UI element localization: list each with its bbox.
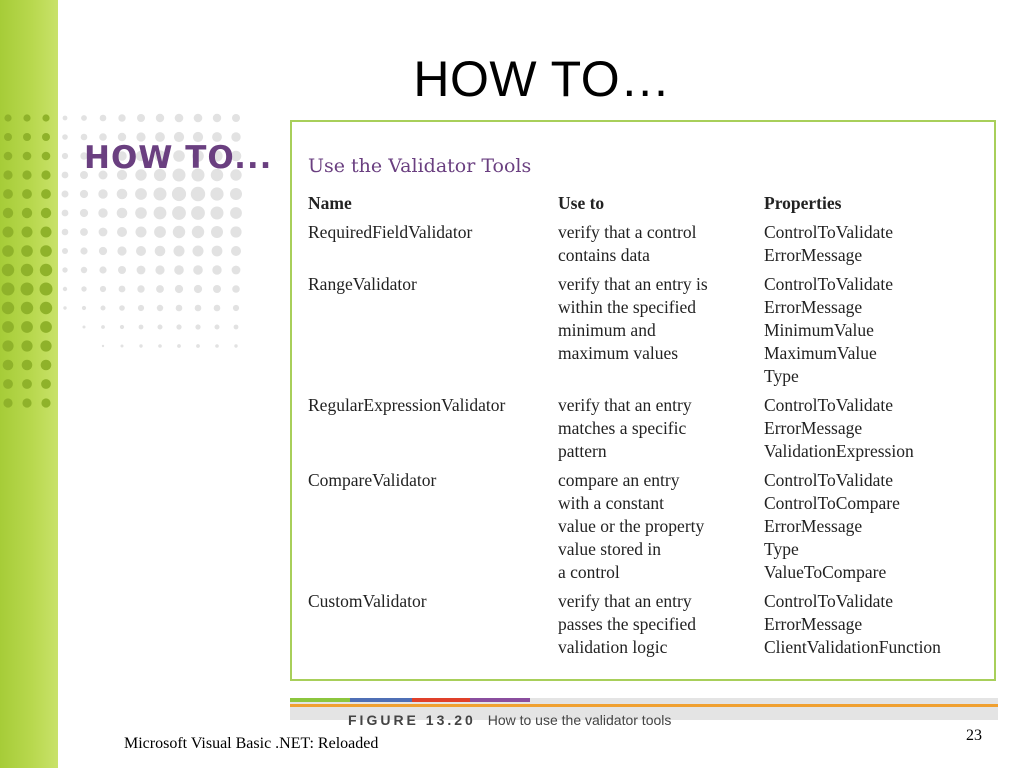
decorative-dot: [3, 227, 14, 238]
decorative-dot: [2, 245, 14, 257]
use-to-line: matches a specific: [558, 418, 687, 438]
decorative-dot: [194, 285, 202, 293]
decorative-dot: [40, 245, 52, 257]
decorative-dot: [4, 133, 12, 141]
decorative-dot: [136, 246, 146, 256]
figure-box: [290, 120, 996, 681]
decorative-dot: [193, 246, 204, 257]
decorative-dot: [81, 267, 87, 273]
decorative-dot: [81, 286, 86, 291]
decorative-dot: [41, 379, 51, 389]
caption-red-segment: [412, 698, 470, 702]
caption-green-segment: [290, 698, 350, 702]
decorative-dot: [139, 344, 142, 347]
property-item: ValidationExpression: [764, 441, 914, 461]
decorative-dot: [175, 114, 184, 123]
table-row: [308, 394, 994, 469]
decorative-dot: [80, 247, 87, 254]
property-item: ControlToValidate: [764, 395, 894, 415]
validator-properties: [764, 394, 994, 469]
decorative-dot: [230, 226, 241, 237]
decorative-dot: [100, 115, 107, 122]
decorative-dot: [22, 208, 32, 218]
decorative-dot: [21, 245, 33, 257]
decorative-dot: [213, 285, 221, 293]
decorative-dot: [2, 264, 14, 276]
validator-properties: [764, 221, 994, 273]
decorative-dot: [41, 360, 52, 371]
decorative-dot: [154, 207, 167, 220]
table-row: [308, 590, 994, 665]
validator-properties: [764, 273, 994, 394]
table-row: [308, 221, 994, 273]
decorative-dot: [99, 266, 106, 273]
figure-caption-label: FIGURE 13.20: [348, 712, 476, 728]
validator-use-to: [558, 394, 764, 469]
decorative-dot: [155, 246, 166, 257]
decorative-dot: [63, 306, 66, 309]
decorative-dot: [234, 344, 237, 347]
use-to-line: contains data: [558, 245, 650, 265]
property-item: ControlToCompare: [764, 493, 900, 513]
decorative-dot: [99, 228, 108, 237]
decorative-dot: [135, 188, 147, 200]
decorative-dot: [62, 134, 68, 140]
decorative-dot: [80, 190, 88, 198]
footer-course-title: Microsoft Visual Basic .NET: Reloaded: [124, 735, 379, 752]
decorative-dot: [231, 246, 241, 256]
decorative-dot: [195, 324, 200, 329]
decorative-dot: [232, 114, 240, 122]
decorative-dot: [62, 153, 68, 159]
decorative-dot: [117, 246, 126, 255]
decorative-dot: [83, 326, 86, 329]
property-item: ValueToCompare: [764, 562, 887, 582]
decorative-dot: [215, 344, 219, 348]
decorative-dot: [40, 302, 52, 314]
decorative-dot: [101, 325, 105, 329]
how-to-logo: HOW TO...: [84, 140, 273, 176]
decorative-dot: [119, 286, 126, 293]
decorative-dot: [101, 306, 106, 311]
decorative-dot: [62, 210, 69, 217]
decorative-dot: [234, 325, 239, 330]
decorative-dot: [22, 189, 32, 199]
property-item: ErrorMessage: [764, 418, 863, 438]
validator-use-to: [558, 221, 764, 273]
decorative-dot: [2, 283, 15, 296]
property-item: ControlToValidate: [764, 274, 894, 294]
decorative-dot: [2, 321, 14, 333]
figure-caption-text: How to use the validator tools: [487, 712, 672, 728]
validator-name: RegularExpressionValidator: [308, 395, 506, 415]
validator-name: RequiredFieldValidator: [308, 222, 473, 242]
figure-caption: [348, 712, 671, 728]
decorative-dot: [158, 344, 162, 348]
decorative-dot: [22, 227, 33, 238]
decorative-dot: [119, 305, 125, 311]
decorative-dot: [117, 189, 128, 200]
decorative-dot: [232, 266, 241, 275]
decorative-dot: [100, 286, 106, 292]
decorative-dot: [3, 189, 13, 199]
decorative-dot: [139, 325, 144, 330]
decorative-dot: [120, 325, 124, 329]
decorative-dot: [4, 152, 13, 161]
decorative-dot: [232, 285, 240, 293]
decorative-dot: [81, 115, 87, 121]
decorative-dot: [42, 133, 50, 141]
decorative-dot: [137, 285, 144, 292]
use-to-line: passes the specified: [558, 614, 697, 634]
decorative-dot: [41, 398, 50, 407]
property-item: ControlToValidate: [764, 591, 894, 611]
page-number: 23: [966, 727, 982, 744]
column-header-properties: Properties: [764, 193, 842, 213]
property-item: ErrorMessage: [764, 297, 863, 317]
decorative-dot: [137, 114, 145, 122]
decorative-dot: [98, 189, 107, 198]
decorative-dot: [98, 208, 107, 217]
decorative-dot: [21, 321, 33, 333]
decorative-dot: [40, 340, 51, 351]
decorative-dot: [121, 345, 124, 348]
decorative-dot: [3, 398, 12, 407]
decorative-dot: [194, 114, 203, 123]
property-item: Type: [764, 366, 799, 386]
decorative-dot: [117, 227, 127, 237]
decorative-dot: [3, 360, 14, 371]
decorative-dot: [174, 246, 185, 257]
use-to-line: verify that an entry is: [558, 274, 708, 294]
use-to-line: maximum values: [558, 343, 679, 363]
decorative-dot: [2, 302, 14, 314]
decorative-dot: [210, 187, 223, 200]
decorative-dot: [63, 116, 68, 121]
property-item: ControlToValidate: [764, 222, 894, 242]
decorative-dot: [176, 305, 183, 312]
decorative-dot: [213, 114, 221, 122]
caption-purple-segment: [470, 698, 530, 702]
use-to-line: verify that an entry: [558, 395, 692, 415]
property-item: MinimumValue: [764, 320, 874, 340]
decorative-dot: [99, 247, 107, 255]
decorative-dot: [62, 172, 69, 179]
decorative-dot: [22, 170, 31, 179]
decorative-dot: [40, 283, 53, 296]
decorative-dot: [22, 360, 33, 371]
decorative-dot: [62, 267, 67, 272]
decorative-dot: [41, 227, 52, 238]
table-body: [308, 221, 994, 665]
decorative-dot: [196, 344, 200, 348]
decorative-dot: [173, 226, 185, 238]
decorative-dot: [175, 285, 183, 293]
caption-orange-stripe: [290, 704, 998, 707]
use-to-line: verify that an entry: [558, 591, 692, 611]
table-header-row: [308, 192, 994, 221]
decorative-dot: [193, 265, 203, 275]
decorative-dot: [191, 206, 205, 220]
decorative-dot: [42, 152, 51, 161]
figure-heading: Use the Validator Tools: [308, 155, 532, 177]
decorative-dot: [135, 207, 147, 219]
validator-name: RangeValidator: [308, 274, 417, 294]
decorative-dot: [41, 208, 51, 218]
decorative-dot: [3, 379, 13, 389]
decorative-dot: [230, 207, 242, 219]
use-to-line: a control: [558, 562, 620, 582]
property-item: ErrorMessage: [764, 245, 863, 265]
decorative-dot: [40, 264, 52, 276]
decorative-dot: [21, 340, 32, 351]
decorative-dot: [230, 188, 242, 200]
use-to-line: pattern: [558, 441, 607, 461]
decorative-dot: [154, 188, 167, 201]
use-to-line: with a constant: [558, 493, 664, 513]
decorative-dot: [62, 248, 68, 254]
decorative-dot: [62, 229, 69, 236]
decorative-dot: [172, 206, 186, 220]
decorative-dot: [23, 152, 32, 161]
use-to-line: value stored in: [558, 539, 662, 559]
decorative-dot: [192, 226, 204, 238]
column-header-use-to: Use to: [558, 193, 605, 213]
slide-title: HOW TO…: [413, 51, 671, 107]
decorative-dot: [41, 189, 51, 199]
decorative-dot: [215, 325, 220, 330]
decorative-dot: [62, 191, 69, 198]
decorative-dot: [211, 207, 224, 220]
property-item: ClientValidationFunction: [764, 637, 941, 657]
use-to-line: verify that a control: [558, 222, 697, 242]
decorative-dot: [137, 266, 146, 275]
decorative-dot: [154, 226, 166, 238]
decorative-dot: [22, 379, 32, 389]
decorative-dot: [212, 246, 223, 257]
decorative-dot: [3, 208, 13, 218]
decorative-dot: [102, 345, 104, 347]
decorative-dot: [191, 187, 205, 201]
table-row: [308, 469, 994, 590]
property-item: ErrorMessage: [764, 516, 863, 536]
decorative-dot: [3, 170, 12, 179]
decorative-dot: [156, 285, 164, 293]
use-to-line: value or the property: [558, 516, 705, 536]
decorative-dot: [214, 305, 221, 312]
decorative-dot: [212, 265, 221, 274]
decorative-dot: [176, 324, 181, 329]
decorative-dot: [195, 305, 202, 312]
property-item: ControlToValidate: [764, 470, 894, 490]
decorative-dot: [82, 306, 86, 310]
decorative-dot: [156, 114, 164, 122]
decorative-dot: [22, 398, 31, 407]
property-item: MaximumValue: [764, 343, 877, 363]
decorative-dot: [21, 264, 33, 276]
decorative-dot: [138, 305, 144, 311]
use-to-line: compare an entry: [558, 470, 680, 490]
property-item: Type: [764, 539, 799, 559]
decorative-dot: [211, 226, 223, 238]
decorative-dot: [177, 344, 181, 348]
decorative-dot: [136, 227, 147, 238]
caption-blue-segment: [350, 698, 412, 702]
decorative-dot: [42, 114, 49, 121]
decorative-dot: [41, 170, 50, 179]
validator-name: CompareValidator: [308, 470, 437, 490]
decorative-dot: [117, 208, 128, 219]
validator-properties: [764, 469, 994, 590]
decorative-dot: [21, 302, 33, 314]
decorative-dot: [118, 266, 126, 274]
decorative-dot: [4, 114, 11, 121]
decorative-dot: [23, 114, 30, 121]
table-row: [308, 273, 994, 394]
decorative-dot: [40, 321, 52, 333]
decorative-dot: [80, 209, 88, 217]
validator-use-to: [558, 469, 764, 590]
validator-use-to: [558, 590, 764, 665]
validator-use-to: [558, 273, 764, 394]
use-to-line: validation logic: [558, 637, 668, 657]
column-header-name: Name: [308, 193, 352, 213]
decorative-dot: [174, 265, 184, 275]
validator-properties: [764, 590, 994, 665]
validators-table: [308, 192, 994, 665]
property-item: ErrorMessage: [764, 614, 863, 634]
decorative-dot: [23, 133, 31, 141]
use-to-line: within the specified: [558, 297, 697, 317]
decorative-dot: [158, 325, 163, 330]
decorative-dot: [157, 305, 163, 311]
decorative-dot: [118, 114, 125, 121]
decorative-dot: [80, 228, 88, 236]
validator-name: CustomValidator: [308, 591, 427, 611]
decorative-dot: [21, 283, 34, 296]
decorative-dot: [2, 340, 13, 351]
decorative-dot: [155, 265, 164, 274]
decorative-dot: [233, 305, 239, 311]
decorative-dot: [63, 287, 67, 291]
decorative-dot: [172, 187, 186, 201]
use-to-line: minimum and: [558, 320, 656, 340]
